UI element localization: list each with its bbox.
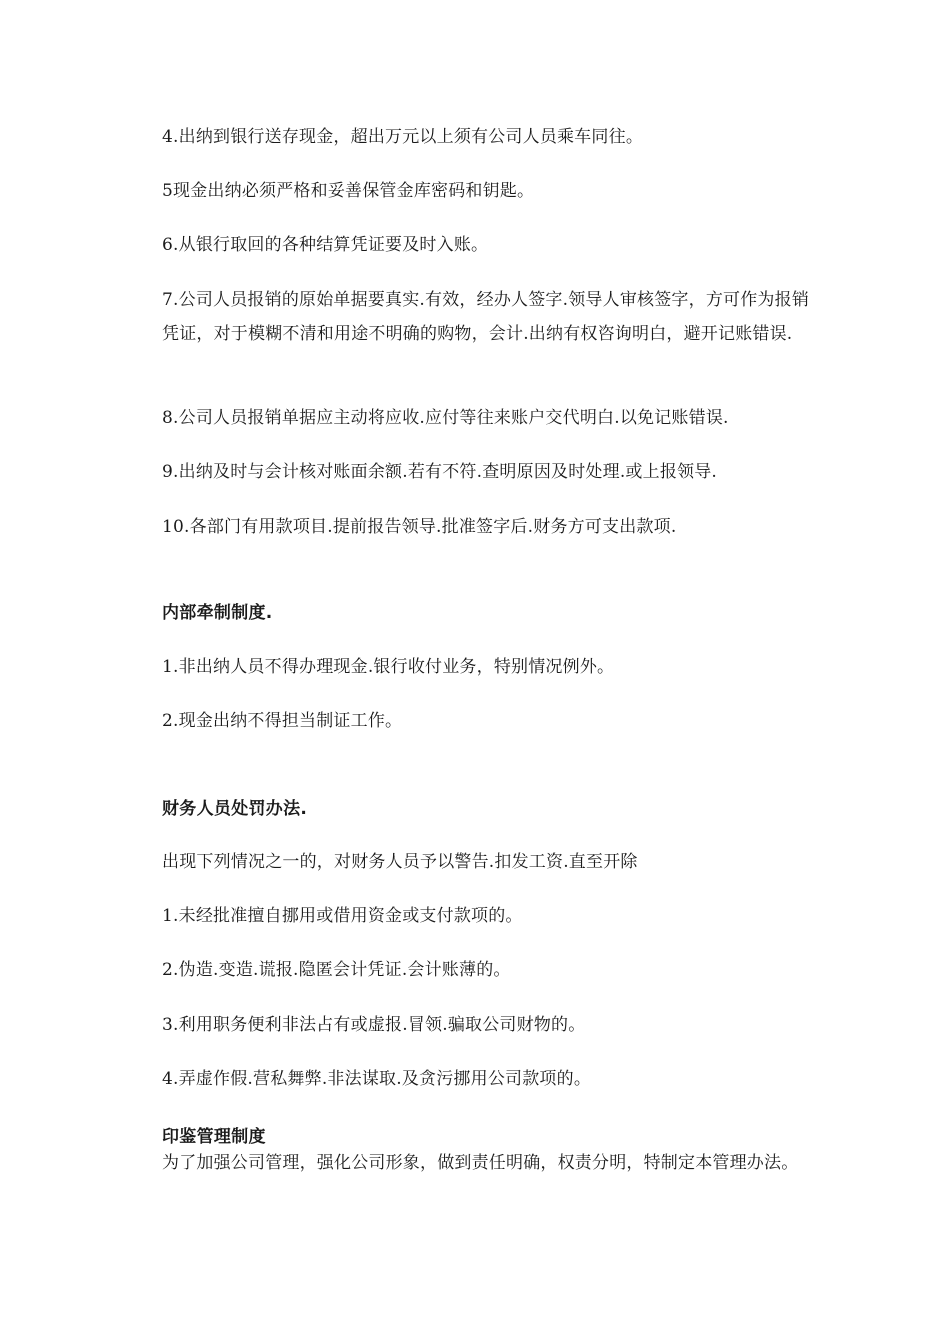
cash-rule-5: 5现金出纳必须严格和妥善保管金库密码和钥匙。 — [162, 181, 535, 201]
penalties-intro: 出现下列情况之一的，对财务人员予以警告.扣发工资.直至开除 — [162, 852, 638, 872]
cash-rule-8: 8.公司人员报销单据应主动将应收.应付等往来账户交代明白.以免记账错误. — [162, 408, 729, 428]
internal-control-item-2: 2.现金出纳不得担当制证工作。 — [162, 711, 403, 731]
internal-control-item-1: 1.非出纳人员不得办理现金.银行收付业务，特别情况例外。 — [162, 657, 615, 677]
penalty-item-4: 4.弄虚作假.营私舞弊.非法谋取.及贪污挪用公司款项的。 — [162, 1069, 592, 1089]
penalties-heading: 财务人员处罚办法. — [162, 799, 308, 819]
seal-management-intro: 为了加强公司管理，强化公司形象，做到责任明确，权责分明，特制定本管理办法。 — [162, 1153, 799, 1173]
internal-control-heading: 内部牵制制度. — [162, 603, 273, 623]
penalty-item-2: 2.伪造.变造.谎报.隐匿会计凭证.会计账薄的。 — [162, 960, 511, 980]
seal-management-heading: 印鉴管理制度 — [162, 1127, 266, 1147]
cash-rule-10: 10.各部门有用款项目.提前报告领导.批准签字后.财务方可支出款项. — [162, 517, 677, 537]
penalty-item-1: 1.未经批准擅自挪用或借用资金或支付款项的。 — [162, 906, 523, 926]
cash-rule-9: 9.出纳及时与会计核对账面余额.若有不符.查明原因及时处理.或上报领导. — [162, 462, 718, 482]
cash-rule-6: 6.从银行取回的各种结算凭证要及时入账。 — [162, 235, 489, 255]
penalty-item-3: 3.利用职务便利非法占有或虚报.冒领.骗取公司财物的。 — [162, 1015, 586, 1035]
cash-rule-7: 7.公司人员报销的原始单据要真实.有效，经办人签字.领导人审核签字，方可作为报销凭证，对于模糊不清和用途不明确的购物，会计.出纳有权咨询明白，避开记账错误. — [162, 290, 810, 344]
cash-rule-4: 4.出纳到银行送存现金，超出万元以上须有公司人员乘车同往。 — [162, 127, 644, 147]
